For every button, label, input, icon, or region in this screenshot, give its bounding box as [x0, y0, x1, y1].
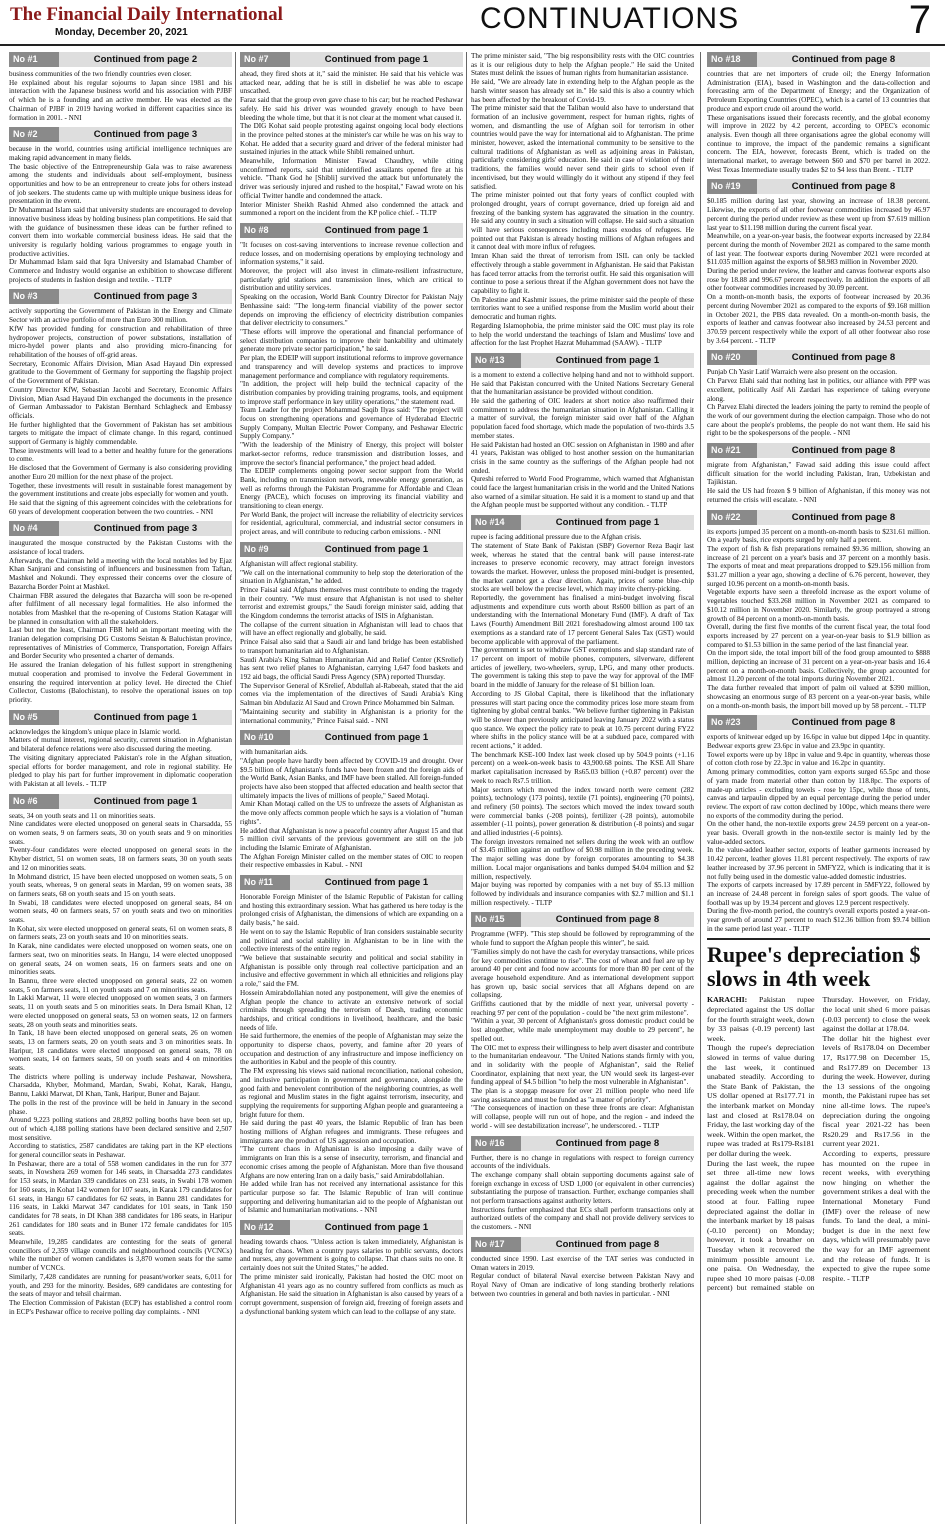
continued-from-label: Continued from page 1 [324, 877, 429, 889]
article-body: acknowledges the kingdom's unique place in Islamic world. Matters of mutual interest, regional security, current situation in Afghanistan and bilateral defence relations were also discussed during the meeting. The visiting dignitary appreciated Pakistan's role in the Afghan situation, special efforts for border management, and role in regional stability. He pledged to play his part for further improvement in diplomatic cooperation with Pakistan at all levels. - TLTP [9, 727, 232, 788]
article-body: $0.185 million during last year, showing an increase of 18.38 percent. Likewise, the exports of all other footwear commodities increased by 46.97 percent during the period under review as these went up from $7.619 million last year to $11.198 million during the current fiscal year. Meanwhile, on a year-on-year basis, the footwear exports increased by 22.84 percent during the month of November 2021 as compared to the same month of last year. The footwear exports during November 2021 were recorded at $11.035 million against the exports of $8.983 million in November 2020. During the period under review, the leather and canvas footwear exports also rose by 18.88 and 996.67 percent respectively. In addition the exports of all other footwear commodities increased by 30.09 percent. On a month-on-month basis, the exports of footwear increased by 20.36 percent during November 2021 as compared to the exports of $9.168 million in October 2021, the PBS data revealed. On a month-on-month basis, the exports of leather and canvas footwear also increased by 24.53 percent and 370.59 percent respectively while the export of all other footwear also rose by 3.64 percent. - TLTP [707, 197, 930, 345]
continued-from-label: Continued from page 1 [324, 732, 429, 744]
feature-body [707, 995, 930, 1292]
article-number: No #7 [240, 52, 290, 67]
article-header [471, 515, 694, 530]
continuation-article [9, 521, 232, 704]
continued-from-label: Continued from page 1 [324, 54, 429, 65]
continuation-article [471, 1237, 694, 1299]
article-header [9, 794, 232, 809]
continuation-article [707, 715, 930, 933]
continued-from-label: Continued from page 1 [555, 354, 660, 366]
article-header [240, 52, 463, 67]
continued-from-label: Continued from page 1 [324, 543, 429, 555]
continued-from-label: Continued from page 8 [555, 1238, 660, 1250]
article-number: No #16 [471, 1136, 521, 1151]
issue-date: Monday, December 20, 2021 [55, 27, 188, 38]
article-body: with humanitarian aids. "Afghan people have hardly been affected by COVID-19 and drought. Over $9.5 billion of Afghanistan's funds have been frozen and the foreign aids of the World Bank, Asian Banks, and IMF have been stalled. All foreign-funded projects have also been stopped that affected education and health sector that ultimately impacts the lives of millions of people," Saeed Motaqi. Amir Khan Motaqi called on the US to unfreeze the assets of Afghanistan as the move only affects common people which he says is a violation of "human rights". He added that Afghanistan is now a peaceful country after August 15 and that 5 million civil servants of the previous government are still on the job including the Islamic Emirate of Afghanistan. The Afghan Foreign Minister called on the member states of OIC to reopen their respective embassies in Kabul. - NNI [240, 748, 463, 870]
article-number: No #6 [9, 794, 59, 809]
article-header [471, 912, 694, 927]
feature-headline: Rupee's depreciation $ slows in 4th week [707, 942, 921, 992]
continued-from-label: Continued from page 8 [555, 1137, 660, 1149]
continued-from-label: Continued from page 1 [93, 795, 198, 807]
article-number: No #23 [707, 715, 757, 730]
article-header [240, 730, 463, 745]
article-body: its exports jumped 35 percent on a month-on-month basis to $231.61 million. On a yearly basis, rice exports surged by only half a percent. The export of fish & fish preparations remained $9.36 million, showing an increase of 21 percent on a year's basis and 37 percent on a monthly basis. The exports of meat and meat preparations dropped to $29.156 million from $31.27 million a year ago, showing a decline of 6.76 percent, however, they surged 10.96 percent on a month-on-month basis. Vegetable exports have seen a threefold increase as the export volume of vegetables touched $33.268 million in November 2021 as compared to $10.12 million in November 2020. Similarly, the group portrayed a strong growth of 84 percent on a month-on-month basis. Overall, during the first five months of the current fiscal year, the total food exports increased by 27 percent on a year-on-year basis to $1.9 billion as compared to $1.53 billion in the same period of the last financial year. On the import side, the total import bill of the food group amounted to $888 million, depicting an increase of 31 percent on a year-on-year basis and 16.4 percent on a month-on-month basis. Collectively, the group accounted for almost 11.20 percent of the total imports during November 2021. The data further revealed that import of palm oil valued at $390 million, showcasing an enormous surge of 83 percent on a year-on-year basis, while on a month-on-month basis, the import bill moved up by 58 percent. - TLTP [707, 527, 930, 710]
article-header [240, 542, 463, 557]
article-body: Afghanistan will affect regional stability. "We call on the international community to help stop the deterioration of the situation in Afghanistan," he added. Prince Faisal said Afghans themselves must contribute to ending the tragedy in their country. "We must ensure that Afghanistan is not used to shelter terrorist and extremist groups," the Saudi foreign minister said, adding that the Kingdom condemns the terrorist attacks of ISIS in Afghanistan. The collapse of the current situation in Afghanistan will lead to chaos that will have an effect regionally and globally, he said. Prince Faisal also said that a Saudi air and land bridge has been established to transport humanitarian aid to Afghanistan. Saudi Arabia's King Salman Humanitarian Aid and Relief Center (KSrelief) has sent two relief planes to Afghanistan, carrying 1,647 food baskets and 192 aid bags, the official Saudi Press Agency (SPA) reported Thursday. The Supervisor General of KSrelief, Abdullah al-Rabeeah, stated that the aid comes via the implementation of the directives of Saudi Arabia's King Salman bin Abdulaziz Al Saud and Crown Prince Mohammed bin Salman. "Maintaining security and stability in Afghanistan is a priority for the international community," Prince Faisal said. - NNI [240, 559, 463, 725]
continuation-article [240, 875, 463, 1215]
column-rule [700, 52, 701, 1524]
section-title: CONTINUATIONS [480, 2, 740, 35]
article-body: Punjab Ch Yasir Latif Warraich were also present on the occasion. Ch Parvez Elahi said that nothing last in politics, our alliance with PPP was excellent, politically Asif Ali Zardari has experience of taking everyone along. Ch Parvez Elahi directed the leaders joining the party to remind the people of the work of our government during the election campaign. Those who do not care about the people's problems, the people do not want them. He said his right to be the spokespersons of the people. - NNI [707, 368, 930, 438]
article-body: migrate from Afghanistan," Fawad said adding this issue could affect difficult situation for the world including Pakistan, Iran, Uzbekistan and Tajikistan. He said the US had frozen $ 9 billion of Afghanistan, if this money was not returned the crisis will escalate. - NNI [707, 461, 930, 504]
article-body: is a moment to extend a collective helping hand and not to withhold support. He said that Pakistan concurred with the United Nations Secretary General that the humanitarian assistance be provided without condition. He said the gathering of OIC leaders at short notice also reaffirmed their commitment to address the humanitarian situation in Afghanistan. Calling it a matter of survival, the foreign minister said over half of the Afghan population faced food shortage, which made the population of two-thirds 3.5 member states. He said Pakistan had hosted an OIC session on Afghanistan in 1980 and after 41 years, Pakistan was obliged to host another session on the humanitarian crisis in the same country as the sufferings of the Afghan people had not ended. Qureshi referred to World Food Programme, which warned that Afghanistan could face the largest humanitarian crisis in the world and the United Nations also warned of a similar situation. He said it is a moment to stand up and that the Afghan people must be supported without any condition. - TLTP [471, 370, 694, 510]
article-number: No #13 [471, 353, 521, 368]
article-header [707, 510, 930, 525]
article-number: No #17 [471, 1237, 521, 1252]
continuation-article [707, 52, 930, 174]
article-body: seats, 34 on youth seats and 11 on minorities seats. Nine candidates were elected unopposed on general seats in Charsadda, 55 on women seats, 9 on farmers seats, 30 on youth seats and 9 on minorities seats. Twenty-four candidates were elected unopposed on general seats in the Khyber district, 51 on women seats, 18 on farmers seats, 30 on youth seats and 12 on minorities seats. In Mohmand district, 15 have been elected unopposed on women seats, 5 on youth seats, whereas, 9 on general seats in Mardan, 99 on women seats, 38 on farmers seats, 68 on youth seats and 15 on youth seats. In Swabi, 18 candidates were elected unopposed on general seats, 84 on women seats, 40 on farmers seats, 57 on youth seats and two on minorities seats. In Kohat, six were elected unopposed on general seats, 61 on women seats, 8 on farmers seats, 23 on youth seats and 10 on minorities seats. In Karak, nine candidates were elected unopposed on women seats, one on farmers seat, two on minorities seats. In Hangu, 14 were elected unopposed on general seats, 24 on women seats, 16 on farmers seats and one on minorities seats. In Bannu, three were elected unopposed on general seats, 22 on women seats, 5 on farmers seats, 11 on youth seats and 7 on minorities seats. In Lakki Marwat, 11 were elected unopposed on women seats, 3 on farmers seats, 11 on youth seats and 5 on minorities seats. In Dera Ismail Khan, 12 were elected unopposed on general seats, 53 on women seats, 12 on farmers seats, 28 on youth seats and minorities seats. In Tank, 18 have been elected unopposed on general seats, 26 on women seats, 13 on farmers seats, 20 on youth seats and 3 on minorities seats. In Haripur, 18 candidates were elected unopposed on general seats, 78 on women seats, 14 on farmers seats, 50 on youth seats and 4 on minorities seats. The districts where polling is underway include Peshawar, Nowshera, Charsadda, Khyber, Mohmand, Mardan, Swabi, Kohat, Karak, Hangu, Bannu, Lakki Marwat, DI Khan, Tank, Haripur, Buner and Bajaur. The polls in the rest of the province will be held in January in the second phase. Around 9,223 polling stations and 28,892 polling booths have been set up, out of which 4,188 polling stations have been declared sensitive and 2,507 most sensitive. According to statistics, 2587 candidates are taking part in the KP elections for general councillor seats in Peshawar. In Peshawar, there are a total of 558 women candidates in the run for 377 seats, in Nowshera 269 women for 146 seats, in Charsadda 273 candidates for 153 seats, in Mardan 339 candidates on 231 seats, in Swabi 178 women for 160 seats, in Kohat 142 women for 107 seats, in Karak 179 candidates for 61 seats, in Hangu 67 candidates for 62 seats, in Bannu 281 candidates for 116 seats, in Lakki Marwat 347 candidates for 101 seats, in Tank 150 candidates for 78 seats, in DI Khan 388 candidates for 186 seats, in Haripur 261 candidates for 180 seats and in Buner 172 female candidates for 105 seats. Meanwhile, 19,285 candidates are contesting for the seats of general councillors of 2,359 village councils and neighbourhood councils (VCNCs) while the number of women candidates is 3,870 women seats for the same number of VCNCs. Similarly, 7,428 candidates are running for peasant/worker seats, 6,011 for youth, and 293 for the minority. Besides, 689 candidates are contesting for the seats of mayor and tehsil chairman. The Election Commission of Pakistan (ECP) has established a control room in ECP's Peshawar office to receive polling day complaints. - NNI [9, 811, 232, 1316]
continued-from-label: Continued from page 1 [93, 711, 198, 723]
continuation-article [471, 912, 694, 1130]
feature-dateline: KARACHI: [707, 995, 748, 1005]
article-number: No #8 [240, 223, 290, 238]
continuation-article [471, 353, 694, 510]
article-body: Programme (WFP). "This step should be followed by reprogramming of the whole fund to support the Afghan people this winter", he said. "Families simply do not have the cash for everyday transactions, while prices for key commodities continue to rise". The cost of wheat and fuel are up by around 40 per cent and food now accounts for more than 80 per cent of the average household expenditure. And as international development support has grown up, basic social services that all Afghans depend on are collapsing. Griffiths cautioned that by the middle of next year, universal poverty - reaching 97 per cent of the population - could be "the next grim milestone". "Within a year, 30 percent of Afghanistan's gross domestic product could be lost altogether, while male unemployment may double to 29 percent", he spelled out. The OIC met to express their willingness to help avert disaster and contribute to the humanitarian endeavour. "The United Nations stands firmly with you, and in solidarity with the people of Afghanistan", said the Relief Coordinator, explaining that next year, the UN would seek its largest-ever funding appeal of $4.5 billion "to help the most vulnerable in Afghanistan". The plan is a stopgap measure for over 21 million people who need life saving assistance and must be funded as "a matter of priority". "The consequences of inaction on these three fronts are clear: Afghanistan will collapse, people will run out of hope, and the region - and indeed the world - will see destabilization increase", he underscored. - TLTP [471, 930, 694, 1130]
column-rule [466, 52, 467, 1524]
continuation-article [240, 542, 463, 725]
column-rule [235, 52, 236, 1524]
article-header [707, 443, 930, 458]
article-number: No #5 [9, 710, 59, 725]
continuation-article [240, 730, 463, 870]
continuation-article [240, 1220, 463, 1316]
article-number: No #18 [707, 52, 757, 67]
feature-slot [707, 938, 930, 1292]
article-number: No #21 [707, 443, 757, 458]
article-number: No #11 [240, 875, 290, 890]
continuation-article [707, 350, 930, 438]
article-body: conducted since 1990. Last exercise of the TAT series was conducted in Oman waters in 2019. Regular conduct of bilateral Naval exercise between Pakistan Navy and Royal Navy of Oman are indicative of long standing brotherly relations between two countries in general and both navies in particular. - NNI [471, 1254, 694, 1298]
article-header [9, 52, 232, 67]
column-4 [707, 52, 930, 1524]
article-body: heading towards chaos. "Unless action is taken immediately, Afghanistan is heading for chaos. When a country pays salaries to public servants, doctors and nurses, any government is going to collapse. That chaos suits no one. It certainly does not suit the United States," he added. The prime minister said ironically, Pakistan had hosted the OIC moot on Afghanistan 41 years ago as no country suffered from conflicts as much as Afghanistan. He said the situation in Afghanistan is also caused by years of a corrupt government, suspension of foreign aid, freezing of foreign assets and a dysfunctional banking system which can lead to the collapse of any state. [240, 1238, 463, 1316]
article-header [707, 350, 930, 365]
article-number: No #10 [240, 730, 290, 745]
article-header [707, 715, 930, 730]
article-number: No #20 [707, 350, 757, 365]
article-body: exports of knitwear edged up by 16.6pc in value but dipped 14pc in quantity. Bedwear exports grew 23.6pc in value and 23.9pc in quantity. Towel exports were up by 18pc in value and 9.4pc in quantity, whereas those of cotton cloth rose by 22.3pc in value and 16.2pc in quantity. Among primary commodities, cotton yarn exports surged 65.5pc and those of yarn made from material other than cotton by 118.8pc. The exports of made-up articles - excluding towels - rose by 15pc, while those of tents, canvas and tarpaulin dipped by an equal percentage during the period under review. The export of raw cotton declined by 100pc, which means there were no exports of the commodity during the period. On the other hand, the non-textile exports grew 24.59 percent on a year-on-year basis. Overall growth in the non-textile sector is mainly led by the value-added sectors. In the value-added leather sector, exports of leather garments increased by 10.42 percent, leather gloves 11.81 percent respectively. The exports of raw leather increased by 37.96 percent in 5MFY22, which is indicating that it is not fully being used in the domestic value-added domestic industries. The exports of carpets increased by 17.89 percent in 5MFY22, followed by an increase of 24.48 percent in foreign sales of sport goods. The value of football was up by 19.34 percent and gloves 12.9 percent respectively. During the five-month period, the country's overall exports posted a year-on-year growth of around 27 percent to reach $12.36 billion from $9.74 billion in the same period last year. - TLTP [707, 733, 930, 933]
continuation-article [9, 127, 232, 284]
column-2 [240, 52, 463, 1524]
continued-from-label: Continued from page 3 [93, 523, 198, 535]
article-header [707, 52, 930, 67]
article-number: No #15 [471, 912, 521, 927]
article-header [471, 1237, 694, 1252]
article-number: No #4 [9, 521, 59, 536]
continued-from-label: Continued from page 8 [791, 352, 896, 364]
article-body: Further, there is no change in regulations with respect to foreign currency accounts of the individuals. The exchange company shall obtain supporting documents against sale of foreign exchange in excess of USD 1,000 (or equivalent in other currencies) substantiating the purpose of transaction. Further, exchange companies shall not perform transactions against authority letters. Instructions further emphasized that ECs shall perform transactions only at authorized outlets of the company and shall not provide delivery services to the customers. - NNI [471, 1153, 694, 1232]
feature-story [707, 938, 930, 1292]
continued-from-label: Continued from page 8 [791, 54, 896, 65]
continued-from-label: Continued from page 2 [93, 54, 198, 65]
article-body: "It focuses on cost-saving interventions to increase revenue collection and reduce losses, and on modernising operations by employing technology and information systems," it said. Moreover, the project will also invest in climate-resilient infrastructure, particularly grid stations and transmission lines, which are critical to distribution and utility services. Speaking on the occasion, World Bank Country Director for Pakistan Najy Benhassine said: "The long-term financial viability of the power sector depends on improving the efficiency of electricity distribution companies that deliver electricity to consumers." "These efforts will improve the operational and financial performance of select distribution companies to improve their bankability and ultimately generate more private sector participation," he said. Per plan, the EDEIP will support institutional reforms to improve governance and transparency and will develop systems and practices to improve management performance and compliance with regulatory requirements. "In addition, the project will help build the technical capacity of the distribution companies by providing training programs, tools, and equipment to improve staff performance in key utility operations," the statement read. Team Leader for the project Mohammad Saqib Ilyas said: "The project will focus on strengthening operations and governance of Hyderabad Electric Supply Company, Multan Electric Power Company, and Peshawar Electric Supply Company." "With the leadership of the Ministry of Energy, this project will bolster market-sector reforms, reduce transmission and distribution losses, and improve the sector's financial performance," the project head added. The EDEIP complements ongoing power sector support from the World Bank, including on transmission network, renewable energy generation, as well as reforms through the Pakistan Programme for Affordable and Clean Energy (PACE), which focuses on improving its financial viability and transitioning to clean energy. Per World Bank, the project will increase the reliability of electricity services for residential, agricultural, commercial, and industrial sector consumers in project areas, and will contribute to reducing carbon emissions. - NNI [240, 240, 463, 537]
continued-from-label: Continued from page 8 [791, 445, 896, 457]
continuation-article [707, 510, 930, 711]
paper-title: The Financial Daily International [10, 4, 283, 25]
article-number: No #2 [9, 127, 59, 142]
article-header [9, 710, 232, 725]
continuation-article [9, 710, 232, 789]
continuation-article [471, 52, 694, 348]
masthead [0, 0, 945, 46]
continuation-article [9, 289, 232, 516]
article-body: because in the world, countries using artificial intelligence techniques are making rapid advancement in many fields. The basic objective of the Entrepreneurship Gala was to raise awareness among the students and individuals about self-employment, business opportunities and how to be an entrepreneur to create jobs for others instead of job seekers. The students came up with multiple unique business ideas for presentation in the event. Dr Muhammad Islam said that university students are encouraged to develop innovative business ideas by holding business plan competitions. He said that with the guidance of businessmen these ideas can be further refined to convert them into workable commercial business ideas. He said that the university is regularly holding various programmes to engage youth in productive activities. Dr Muhammad Islam said that Iqra University and Islamabad Chamber of Commerce and Industry would organise an exhibition to showcase different projects of students in fashion design and textile. - TLTP [9, 145, 232, 284]
continuation-article [471, 515, 694, 907]
continued-from-label: Continued from page 8 [791, 717, 896, 729]
continuation-article [9, 794, 232, 1317]
continued-from-label: Continued from page 1 [555, 517, 660, 529]
article-number: No #3 [9, 289, 59, 304]
article-body: inaugurated the mosque constructed by the Pakistan Customs with the assistance of local traders. Afterwards, the Chairman held a meeting with the local notables led by Ejaz Khan Sanjrani and consisting of influencers and businessmen from Taftan, Mashkel and Nokundi. They expressed their concerns over the closure of Bazarcha Border Point at Mashkel. Chairman FBR assured the delegates that Bazarcha will soon be re-opened after fulfilment of all necessary legal formalities. He also informed the notables from Mashkel that the re-opening of Customs Station Katagar will be planned in consultation with all the stakeholders. Last but not the least, Chairman FBR held an important meeting with the Iranian delegation comprising DG Customs Seistan & Baluchistan province, representatives of Ministries of Commerce, Transportation, Foreign Affairs and Border Security who presented a charter of demands. He assured the Iranian delegation of his fullest support in strengthening mutual cooperation and promised to involve the Federal Government in ensuring the required intervention at policy level. He directed the Chief Collector, Customs (Balochistan), to resolve the operational issues on top priority. [9, 539, 232, 704]
article-body: Honorable Foreign Minister of the Islamic Republic of Pakistan for calling and hosting this extraordinary session. What has gathered us here today is the prolonged crisis of Afghanistan, the dimensions of which are expanding on a daily basis," he said. He went on to say the Islamic Republic of Iran considers sustainable security and political and social stability in Afghanistan to be in line with the collective interests of the entire region. "We believe that sustainable security and political and social stability in Afghanistan is possible only through real collective participation and an inclusive and effective government in which all ethnicities and religions play a role," said the FM. Hossein Amirabdollahian noted any postponement, will give the enemies of Afghan people the chance to activate an extensive network of social criminals through spreading the terrorism of Daesh, trading economic hardships, and critical conditions in livelihood, healthcare, and the basic needs of life. He said furthermore, the enemies of the people of Afghanistan may seize the opportunity to disperse chaos, poverty, and famine after 20 years of occupation and destruction of any infrastructure and impose inefficiency on the authorities in Kabul and the people of this country. The FM expressing his views said national reconciliation, national cohesion, and inclusive participation in government and governance, alongside the good faith and benevolent contribution of the neighboring countries, as well as regional and Muslim states in the fight against terrorism, insecurity, and supplying the requirements for supporting Afghan people and guaranteeing a bright future for them. He said during the past 40 years, the Islamic Republic of Iran has been hosting millions of Afghan refugees and immigrants. These refugees and immigrants are the product of US aggression and occupation. "The current chaos in Afghanistan is also imposing a daily wave of immigrants on Iran this is a sense of insecurity, terrorism, and financial and economic crises among the people of Afghanistan. More than five thousand Afghans are now entering Iran on a daily basis," said Amirabdollahian. He added while Iran has not received any international assistance for this particular purpose so far. The Islamic Republic of Iran will continue supporting and delivering humanitarian aid to the people of Afghanistan out of Islamic and humanitarian motivations. - NNI [240, 893, 463, 1215]
article-header [9, 127, 232, 142]
article-header [707, 179, 930, 194]
column-3 [471, 52, 694, 1524]
continuation-article [707, 443, 930, 505]
continuation-article [9, 52, 232, 122]
article-number: No #22 [707, 510, 757, 525]
article-number: No #19 [707, 179, 757, 194]
article-number: No #9 [240, 542, 290, 557]
article-header [471, 1136, 694, 1151]
continued-from-label: Continued from page 3 [93, 129, 198, 141]
continuation-article [707, 179, 930, 345]
continued-from-label: Continued from page 8 [791, 511, 896, 523]
continuation-article [471, 1136, 694, 1232]
article-header [9, 289, 232, 304]
continuation-article [240, 223, 463, 537]
article-body: countries that are net importers of crude oil; the Energy Information Administration (EIA), based in Washington and the data-collection and forecasting arm of the Department of Energy; and the Organization of Petroleum Exporting Countries (OPEC), which is a cartel of 13 countries that produce and export crude oil around the world. These organisations issued their forecasts recently, and the global economy will improve in 2022 by 4.2 percent, according to OPEC's economic analysis. Even though all three organisations agree the global economy will continue to improve, the impact of the pandemic remains a significant concern. The EIA, however, forecasts Brent, which is traded on the international market, to average between $60 and $70 per barrel in 2022. West Texas Intermediate usually trades $2 to $4 less than Brent. - TLTP [707, 70, 930, 174]
article-body: ahead, they fired shots at it," said the minister. He said that his vehicle was attacked near, adding that he is still in disbelief he was able to escape unscathed. Faraz said that the group even gave chase to his car; but he reached Peshawar safely. He said his driver was wounded gravely enough to have been bleeding the whole time, but that it is not clear at the moment what caused it. The DIG Kohat said people protesting against ongoing local body elections in the province pelted stones at the minister's car while he was on his way to Kohat. He added that a security guard and driver of the federal minister had sustained injuries in the attack while Shibli remained unhurt. Meanwhile, Information Minister Fawad Chaudhry, while citing unconfirmed reports, said that unidentified assailants opened fire at his vehicle. "Thank God he [Shibli] survived the attack but unfortunately the driver was seriously injured and rushed to the hospital," Fawad wrote on his official Twitter handle and condemned the attack. Interior Minister Sheikh Rashid Ahmed also condemned the attack and summoned a report on the incident from the KP police chief. - TLTP [240, 70, 463, 218]
article-header [471, 353, 694, 368]
continuation-article [240, 52, 463, 218]
article-body: actively supporting the Government of Pakistan in the Energy and Climate Sector with an active portfolio of more than Euro 300 million. KfW has provided funding for construction and rehabilitation of three hydropower projects, construction of power substations, installation of micro-hydel power plants and also providing micro-financing for rehabilitation of the houses of off-grid areas. Secretary, Economic Affairs Division, Mian Asad Hayaud Din expressed gratitude to the Government of Germany for supporting the flagship project of the Government of Pakistan. Country Director KfW, Sebastian Jacobi and Secretary, Economic Affairs Division, Mian Asad Hayaud Din exchanged the documents in the presence of German Ambassador to Pakistan Bernhard Schlagheck and Embassy officials. He further highlighted that the Government of Pakistan has set ambitious targets to mitigate the impact of climate change. In this regard, continued support of Germany is highly commendable. These investments will lead to a better and healthy future for the generations to come. He disclosed that the Government of Germany is also considering providing another Euro 20 million for the next phase of the project. Together, these investments will result in sustainable forest management by the government institutions and create jobs especially for women and youth. He said that the signing of this agreement coincides with the celebrations for 60 years of development cooperation between the two countries. - NNI [9, 307, 232, 516]
continued-from-label: Continued from page 3 [93, 291, 198, 303]
article-header [240, 875, 463, 890]
article-number: No #12 [240, 1220, 290, 1235]
article-number: No #1 [9, 52, 59, 67]
continued-from-label: Continued from page 1 [324, 224, 429, 236]
article-header [9, 521, 232, 536]
continued-from-label: Continued from page 8 [555, 914, 660, 926]
article-number: No #14 [471, 515, 521, 530]
article-header [240, 223, 463, 238]
article-header [240, 1220, 463, 1235]
continued-from-label: Continued from page 1 [324, 1222, 429, 1234]
article-body: business communities of the two friendly countries even closer. He explained about his regular sojourns to Japan since 1981 and his interaction with the Japanese business world and his association with PJBF of which he is a founding and an active member. He was elected as the Chairman of PJBF in 2019 having worked in different capacities since its formation in 2001. - NNI [9, 70, 232, 122]
article-body: rupee is facing additional pressure due to the Afghan crisis. The statement of State Bank of Pakistan (SBP) Governor Reza Baqir last week, whereas he stated that the central bank will pause interest-rate increases to preserve economic recovery, may attract foreign investors towards the market. However, unless the proposed mini-budget is presented, the market cannot get a clear direction. Again, prices of some blue-chip stocks are well below the precise level, which may invite cherry-picking. Reportedly, the government has finalised a mini-budget involving fiscal adjustments and expenditure cuts worth about Rs600 billion as part of an understanding with the International Monetary Fund (IMF). A draft of Tax Laws (Fourth) Amendment Bill 2021 foreshadowing almost around 100 tax exemptions as a standard rate of 17 percent General Sales Tax (GST) would become applicable with approval of the parliament. The government is set to withdraw GST exemptions and slap standard rate of 17 percent on import of mobile phones, computers, silverware, different articles of jewellery, two-wheelers, syrup, LPG, and many other products. The government is taking this step to pave the way for approval of the IMF board in the middle of January for the release of $1 billion loan. According to JS Global Capital, there is likelihood that the inflationary pressures will start pacing once the commodity prices lose more steam from tightening by global central banks. "We believe further tightening in Pakistan will be slower than previously anticipated leaving January 2022 with a status quo stance. We expect the policy rate to peak at 10.75 percent during FY22 where shifts in the policy stance will be at a subdued pace, compared with recent actions," it added. The benchmark KSE-100 Index last week closed up by 504.9 points (+1.16 percent) on a week-on-week basis to 43,900.68 points. The KSE All Share market capitalisation increased by Rs65.03 billion (+0.87 percent) over the week to reach Rs7.5 trillion. Major sectors which moved the index toward north were cement (282 points), technology (173 points), textile (71 points), engineering (70 points), and refinery (50 points). The sectors which moved the index toward south were commercial banks (-208 points), fertilizer (-28 points), automobile assembler (-11 points), power generation & distribution (-8 points) and sugar and allied industries (-6 points). The foreign investors remained net sellers during the week with an outflow of $3.45 million against an outflow of $0.98 million in the preceding week. The major selling was done by foreign corporates amounting to $4.38 million. Local major organisations and banks dumped $4.04 million and $2 million, respectively. Major buying was reported by companies with a net buy of $5.13 million followed by individuals and insurance companies with $2.7 million and $1.1 million respectively. - TLTP [471, 533, 694, 907]
page-number: 7 [908, 0, 931, 42]
column-1 [9, 52, 232, 1524]
feature-text: Pakistan rupee depreciated against the US dollar for the fourth straight week, down by 33 paisas (-0.19 percent) last week. Though the rupee's depreciation slowed in terms of value during the last week, it continued unabated steadily. According to the State Bank of Pakistan, the US dollar opened at Rs177.71 in the interbank market on Monday last and closed at Rs178.04 on Friday, the last working day of the week. Within the open market, the rupee was traded at Rs179-Rs181 per dollar during the week. During the last week, the rupee set three all-time new lows against the dollar against the preceding week when the number stood at four. Falling rupee depreciated against the dollar in the interbank market by 18 paisas (-0.10 percent) on Monday; however, it took a breather on Tuesday when it recovered the minimum possible amount i.e. one paisa. On Wednesday, the rupee shed 10 more paisas (-0.08 percent) but remained stable on Thursday. However, on Friday, the local unit shed 6 more paisas (-0.03 percent) to close the week against the dollar at 178.04. The dollar hit the highest ever levels of Rs178.04 on December 17, Rs177.98 on December 15, and Rs177.89 on December 13 during the week. However, during the 13 sessions of the ongoing month, the Pakistani rupee has set nine all-time lows. The rupee's depreciation during the ongoing fiscal year 2021-22 has been Rs20.29 and Rs17.56 in the current year 2021. According to experts, pressure has mounted on the rupee in recent weeks, with everything now hinging on whether the government strikes a deal with the International Monetary Fund (IMF) over the release of new funds. To land the deal, a mini-budget is due in the next few days, which will presumably pave the way for an IMF agreement and the release of funds. It is expected to give the rupee some respite. - TLTP [707, 995, 930, 1293]
article-body: The prime minister said, "The big responsibility rests with the OIC countries as it is our religious duty to help the Afghan people." He said the United States must delink the issues of human rights from humanitarian assistance. He said, "We are already late in extending help to the Afghan people as the harsh winter season has already set in." He said this is also a country which has been affected by the breakout of Covid-19. The prime minister said that the Taliban would also have to understand that formation of an inclusive government, respect for human rights, rights of women, and dismantling the use of Afghan soil for terrorism in other countries would pave the way for international aid to Afghanistan. The prime minister, however, asked the international community to be sensitive to the cultural traditions of Afghanistan as well as adjoining areas in Pakistan, particularly considering girls' education. He said in case of violation of their traditions, the families would never send their girls to school even if incentivised, but they would willingly do it without any stipend if they feel satisfied. The prime minister pointed out that forty years of conflict coupled with prolonged drought, years of corrupt governance, dried up foreign aid and freezing of the banking system has aggravated the situation in the country. He said any country in such a situation will collapse. He said such a situation will have serious consequences including mass exodus of refugees. He pointed out that Pakistan is already hosting millions of Afghan refugees and it cannot deal with more influx of refugees. Imran Khan said the threat of terrorism from ISIL can only be tackled effectively through a stable government in Afghanistan. He said that Pakistan has faced terror attacks from the terrorist outfit. He said this organisation will continue to pose a serious threat if the Afghan government does not have the capability to fight it. On Palestine and Kashmir issues, the prime minister said the people of these territories want to see a unified response from the Muslim world about their democratic and human rights. Regarding Islamophobia, the prime minister said the OIC must play its role to help the world understand the teachings of Islam and Muslims' love and affection for the last Prophet Hazrat Muhammad (SAAW). - TLTP [471, 52, 694, 348]
continued-from-label: Continued from page 8 [791, 181, 896, 193]
